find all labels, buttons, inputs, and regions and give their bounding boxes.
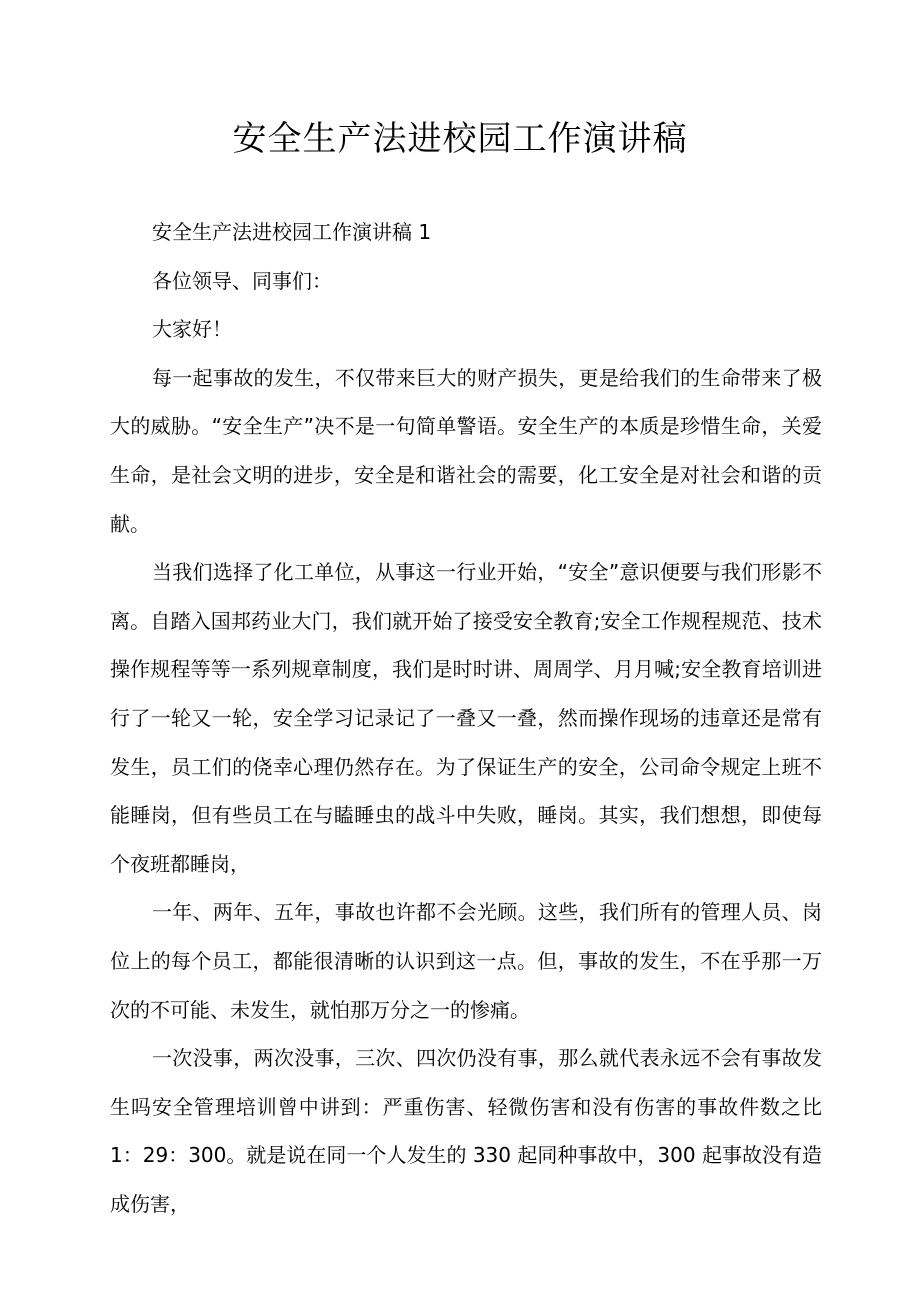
document-title: 安全生产法进校园工作演讲稿 bbox=[232, 119, 688, 159]
document-body bbox=[110, 208, 822, 1228]
paragraph-body: 每一起事故的发生，不仅带来巨大的财产损失，更是给我们的生命带来了极大的威胁。“安全生产”决不是一句简单警语。安全生产的本质是珍惜生命，关爱生命，是社会文明的进步，安全是和谐社会的需要，化工安全是对社会和谐的贡献。 bbox=[110, 365, 822, 536]
paragraph-body: 当我们选择了化工单位，从事这一行业开始，“安全”意识便要与我们形影不离。自踏入国邦药业大门，我们就开始了接受安全教育;安全工作规程规范、技术操作规程等等一系列规章制度，我们是时时讲、周周学、月月喊;安全教育培训进行了一轮又一轮，安全学习记录记了一叠又一叠，然而操作现场的违章还是常有发生，员工们的侥幸心理仍然存在。为了保证生产的安全，公司命令规定上班不能睡岗，但有些员工在与瞌睡虫的战斗中失败，睡岗。其实，我们想想，即使每个夜班都睡岗， bbox=[110, 560, 822, 876]
paragraph-salutation: 各位领导、同事们： bbox=[152, 268, 332, 293]
paragraph-greeting: 大家好！ bbox=[152, 317, 232, 342]
paragraph-body: 一次没事，两次没事，三次、四次仍没有事，那么就代表永远不会有事故发生吗安全管理培训曾中讲到：严重伤害、轻微伤害和没有伤害的事故件数之比 1：29：300。就是说在同一个人发生的 330 起同种事故中，300 起事故没有造成伤害， bbox=[110, 1046, 822, 1216]
paragraph-subtitle: 安全生产法进校园工作演讲稿 1 bbox=[152, 220, 432, 244]
paragraph-body: 一年、两年、五年，事故也许都不会光顾。这些，我们所有的管理人员、岗位上的每个员工，都能很清晰的认识到这一点。但，事故的发生，不在乎那一万次的不可能、未发生，就怕那万分之一的惨痛。 bbox=[110, 900, 822, 1022]
